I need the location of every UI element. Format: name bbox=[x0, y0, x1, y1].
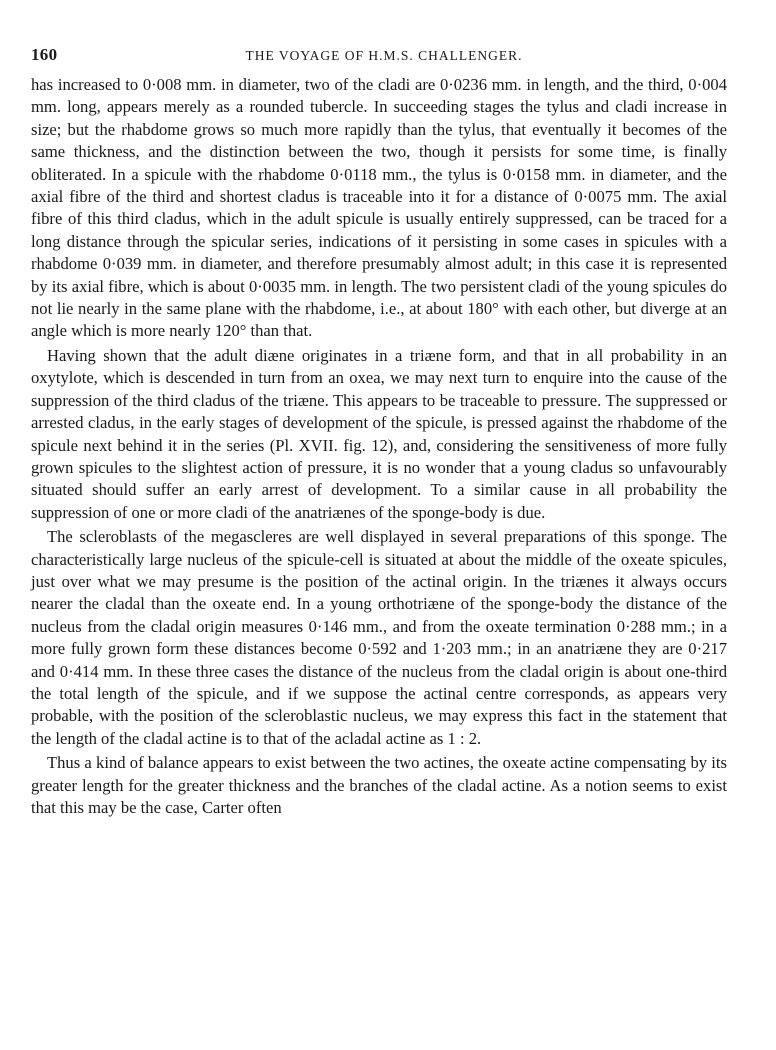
paragraph-1: has increased to 0·008 mm. in diameter, two of the cladi are 0·0236 mm. in length, and the third, 0·004 mm. long, appears merely as a rounded tubercle. In succeeding stages the tylus and cladi increase in size; but the rhabdome grows so much more rapidly than the tylus, that eventually it becomes of the same thickness, and the distinction between the two, though it persists for some time, is finally obliterated. In a spicule with the rhabdome 0·0118 mm., the tylus is 0·0158 mm. in diameter, and the axial fibre of the third and shortest cladus is traceable into it for a distance of 0·0075 mm. The axial fibre of this third cladus, which in the adult spicule is usually entirely suppressed, can be traced for a long distance through the spicular series, indications of it persisting in some cases in spicules with a rhabdome 0·039 mm. in diameter, and therefore presumably almost adult; in this case it is represented by its axial fibre, which is about 0·0035 mm. in length. The two persistent cladi of the young spicules do not lie nearly in the same plane with the rhabdome, i.e., at about 180° with each other, but diverge at an angle which is more nearly 120° than that. bbox=[31, 75, 727, 341]
body-text bbox=[31, 74, 727, 819]
page-header bbox=[31, 0, 727, 74]
page-number: 160 bbox=[31, 45, 58, 64]
paragraph-2: Having shown that the adult diæne originates in a triæne form, and that in all probability in an oxytylote, which is descended in turn from an oxea, we may next turn to enquire into the cause of the suppression of the third cladus of the triæne. This appears to be traceable to pressure. The suppressed or arrested cladus, in the early stages of development of the spicule, is pressed against the rhabdome of the spicule next behind it in the series (Pl. XVII. fig. 12), and, considering the sensitiveness of more fully grown spicules to the slightest action of pressure, it is no wonder that a young cladus so unfavourably situated should suffer an early arrest of development. To a similar cause in all probability the suppression of one or more cladi of the anatriænes of the sponge-body is due. bbox=[31, 345, 727, 522]
paragraph-3: The scleroblasts of the megascleres are well displayed in several preparations of this sponge. The characteristically large nucleus of the spicule-cell is situated at about the middle of the oxeate spicules, just over what we may presume is the position of the actinal origin. In the triænes it always occurs nearer the cladal than the oxeate end. In a young orthotriæne of the sponge-body the distance of the nucleus from the cladal origin measures 0·146 mm., and from the oxeate termination 0·288 mm.; in a more fully grown form these distances become 0·592 and 1·203 mm.; in an anatriæne they are 0·217 and 0·414 mm. In these three cases the distance of the nucleus from the cladal origin is about one-third the total length of the spicule, and if we suppose the actinal centre corresponds, as appears very probable, with the position of the scleroblastic nucleus, we may express this fact in the statement that the length of the cladal actine is to that of the acladal actine as 1 : 2. bbox=[31, 527, 727, 748]
paragraph-4: Thus a kind of balance appears to exist between the two actines, the oxeate actine compensating by its greater length for the greater thickness and the branches of the cladal actine. As a notion seems to exist that this may be the case, Carter often bbox=[31, 753, 727, 817]
document-page bbox=[31, 0, 727, 821]
running-title: THE VOYAGE OF H.M.S. CHALLENGER. bbox=[245, 48, 523, 63]
